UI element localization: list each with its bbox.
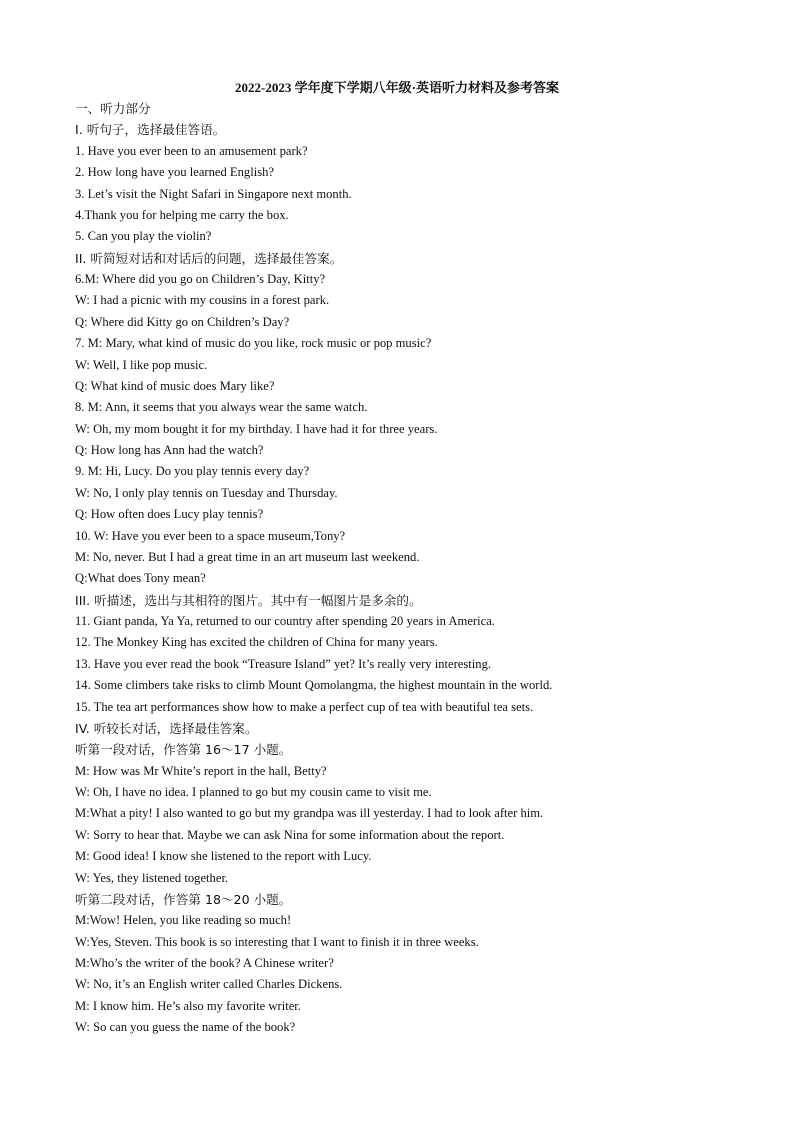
text-line: M:What a pity! I also wanted to go but my grandpa was ill yesterday. I had to look after him. xyxy=(75,806,544,821)
section-heading: II. 听简短对话和对话后的问题，选择最佳答案。 xyxy=(75,250,343,266)
text-line: W: No, I only play tennis on Tuesday and Thursday. xyxy=(75,485,338,500)
text-line: W: Sorry to hear that. Maybe we can ask Nina for some information about the report. xyxy=(75,827,505,842)
text-line: Q: How often does Lucy play tennis? xyxy=(75,507,264,522)
text-line: W: Yes, they listened together. xyxy=(75,870,229,885)
text-line: W: Oh, I have no idea. I planned to go but my cousin came to visit me. xyxy=(75,785,432,799)
text-line: 3. Let’s visit the Night Safari in Singapore next month. xyxy=(75,186,352,201)
text-line: Q: How long has Ann had the watch? xyxy=(75,443,264,457)
text-line: W: No, it’s an English writer called Charles Dickens. xyxy=(75,977,343,992)
text-line: W: Well, I like pop music. xyxy=(75,357,208,372)
text-line: M: I know him. He’s also my favorite writer. xyxy=(75,998,301,1013)
text-line: W:Yes, Steven. This book is so interesting that I want to finish it in three weeks. xyxy=(75,934,479,949)
text-line: M: Good idea! I know she listened to the report with Lucy. xyxy=(75,849,372,864)
section-heading: 听第二段对话，作答第 18～20 小题。 xyxy=(75,891,292,907)
text-line: W: I had a picnic with my cousins in a forest park. xyxy=(75,293,330,308)
text-line: 13. Have you ever read the book “Treasure Island” yet? It’s really very interesting. xyxy=(75,656,492,671)
text-line: W: So can you guess the name of the book? xyxy=(75,1020,296,1035)
text-line: Q: What kind of music does Mary like? xyxy=(75,378,275,393)
text-line: M:Who’s the writer of the book? A Chinese writer? xyxy=(75,956,334,970)
text-line: 6.M: Where did you go on Children’s Day, Kitty? xyxy=(75,272,326,286)
section-heading: 听第一段对话，作答第 16～17 小题。 xyxy=(75,742,292,758)
section-heading: IV. 听较长对话，选择最佳答案。 xyxy=(75,720,258,736)
text-line: M: How was Mr White’s report in the hall, Betty? xyxy=(75,763,327,778)
text-line: 12. The Monkey King has excited the children of China for many years. xyxy=(75,635,438,650)
text-line: 1. Have you ever been to an amusement park? xyxy=(75,143,308,158)
section-heading: I. 听句子，选择最佳答语。 xyxy=(75,122,226,138)
text-line: 15. The tea art performances show how to make a perfect cup of tea with beautiful tea sets. xyxy=(75,699,534,714)
document-body xyxy=(75,98,775,1039)
text-line: 9. M: Hi, Lucy. Do you play tennis every day? xyxy=(75,464,310,479)
text-line: Q:What does Tony mean? xyxy=(75,571,206,586)
text-line: W: Oh, my mom bought it for my birthday. I have had it for three years. xyxy=(75,421,438,436)
text-line: 11. Giant panda, Ya Ya, returned to our country after spending 20 years in America. xyxy=(75,614,495,628)
text-line: 7. M: Mary, what kind of music do you like, rock music or pop music? xyxy=(75,336,432,351)
text-line: M: No, never. But I had a great time in an art museum last weekend. xyxy=(75,549,420,564)
text-line: M:Wow! Helen, you like reading so much! xyxy=(75,913,292,928)
text-line: 4.Thank you for helping me carry the box. xyxy=(75,207,289,222)
document-title: 2022-2023 学年度下学期八年级·英语听力材料及参考答案 xyxy=(235,80,559,95)
text-line: 14. Some climbers take risks to climb Mount Qomolangma, the highest mountain in the world. xyxy=(75,678,553,693)
section-heading: 一、听力部分 xyxy=(75,101,151,116)
text-line: Q: Where did Kitty go on Children’s Day? xyxy=(75,314,290,329)
text-line: 2. How long have you learned English? xyxy=(75,165,275,180)
text-line: 5. Can you play the violin? xyxy=(75,229,212,244)
text-line: 8. M: Ann, it seems that you always wear the same watch. xyxy=(75,400,368,415)
text-line: 10. W: Have you ever been to a space museum,Tony? xyxy=(75,528,346,543)
section-heading: III. 听描述，选出与其相符的图片。其中有一幅图片是多余的。 xyxy=(75,592,422,608)
